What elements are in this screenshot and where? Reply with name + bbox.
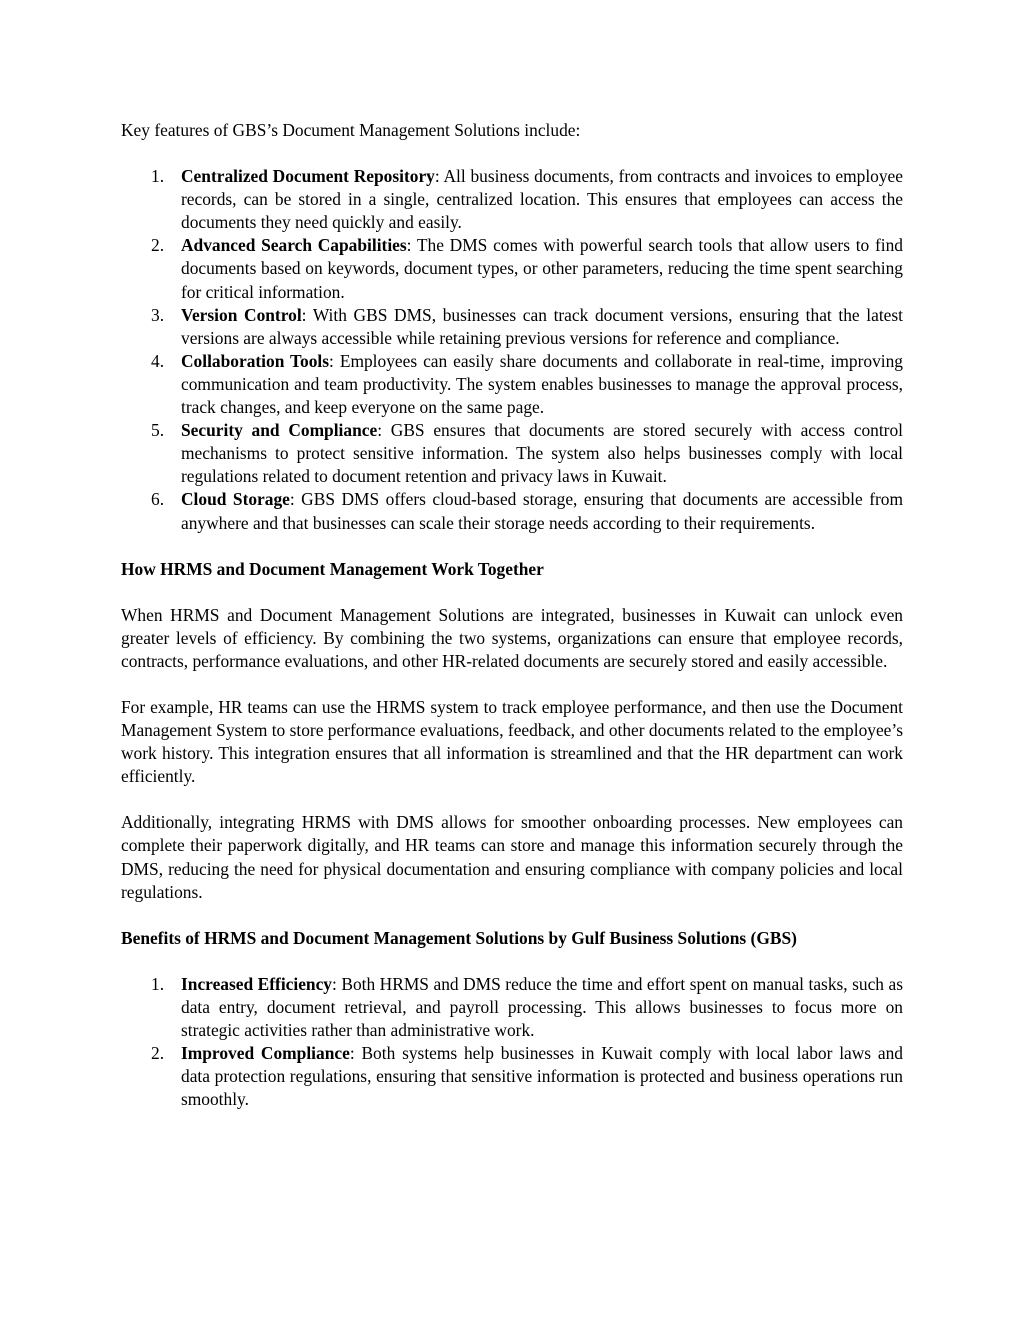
feature-description: : Employees can easily share documents and collaborate in real-time, improving communication and team productivity. The system enables businesses to manage the approval process, track changes, and keep everyone on the same page.	[181, 350, 903, 418]
feature-description: : All business documents, from contracts and invoices to employee records, can be stored in a single, centralized location. This ensures that employees can access the documents they need quickly and easily.	[181, 166, 903, 233]
list-number: 3.	[151, 304, 165, 325]
intro-text: Key features of GBS’s Document Management Solutions include:	[121, 120, 581, 140]
body-paragraph: For example, HR teams can use the HRMS system to track employee performance, and then use the Document Management System to store performance evaluations, feedback, and other documents related to the employee’s work history. This integration ensures that all information is streamlined and that the HR department can work efficiently.	[121, 696, 903, 787]
list-number: 2.	[151, 235, 165, 256]
features-list	[121, 165, 903, 535]
feature-term: Version Control	[181, 304, 302, 325]
list-item	[121, 419, 903, 488]
benefit-term: Increased Efficiency	[181, 973, 333, 994]
feature-term: Collaboration Tools	[181, 350, 330, 371]
benefits-list	[121, 973, 903, 1112]
list-number: 4.	[151, 350, 165, 371]
list-item	[121, 1042, 903, 1111]
list-number: 1.	[151, 973, 165, 994]
list-item	[121, 234, 903, 303]
list-item	[121, 304, 903, 350]
feature-term: Cloud Storage	[181, 489, 290, 510]
feature-description: : GBS ensures that documents are stored securely with access control mechanisms to protect sensitive information. The system also helps businesses comply with local regulations related to document retention and privacy laws in Kuwait.	[181, 420, 903, 487]
section-heading: Benefits of HRMS and Document Management Solutions by Gulf Business Solutions (GBS)	[121, 927, 797, 948]
list-item	[121, 165, 903, 234]
feature-description: : GBS DMS offers cloud-based storage, ensuring that documents are accessible from anywhere and that businesses can scale their storage needs according to their requirements.	[181, 489, 903, 533]
document-page	[121, 119, 903, 1134]
list-item	[121, 973, 903, 1042]
list-number: 5.	[151, 420, 165, 441]
list-number: 2.	[151, 1043, 165, 1064]
feature-term: Security and Compliance	[181, 420, 378, 441]
list-item	[121, 350, 903, 419]
list-number: 6.	[151, 489, 165, 510]
benefit-term: Improved Compliance	[181, 1043, 350, 1064]
feature-term: Centralized Document Repository	[181, 166, 435, 187]
list-item	[121, 488, 903, 534]
benefit-description: : Both systems help businesses in Kuwait comply with local labor laws and data protection regulations, ensuring that sensitive information is protected and business operations run smoothly.	[181, 1043, 903, 1110]
feature-description: : The DMS comes with powerful search tools that allow users to find documents based on keywords, document types, or other parameters, reducing the time spent searching for critical information.	[181, 235, 903, 302]
section-heading: How HRMS and Document Management Work Together	[121, 558, 544, 579]
body-paragraph: Additionally, integrating HRMS with DMS allows for smoother onboarding processes. New employees can complete their paperwork digitally, and HR teams can store and manage this information securely through the DMS, reducing the need for physical documentation and ensuring compliance with company policies and local regulations.	[121, 812, 903, 902]
benefit-description: : Both HRMS and DMS reduce the time and effort spent on manual tasks, such as data entry, document retrieval, and payroll processing. This allows businesses to focus more on strategic activities rather than administrative work.	[181, 973, 903, 1040]
list-number: 1.	[151, 166, 165, 187]
feature-term: Advanced Search Capabilities	[181, 235, 407, 256]
body-paragraph: When HRMS and Document Management Solutions are integrated, businesses in Kuwait can unlock even greater levels of efficiency. By combining the two systems, organizations can ensure that employee records, contracts, performance evaluations, and other HR-related documents are securely stored and easily accessible.	[121, 604, 903, 671]
feature-description: : With GBS DMS, businesses can track document versions, ensuring that the latest versions are always accessible while retaining previous versions for reference and compliance.	[181, 304, 903, 348]
